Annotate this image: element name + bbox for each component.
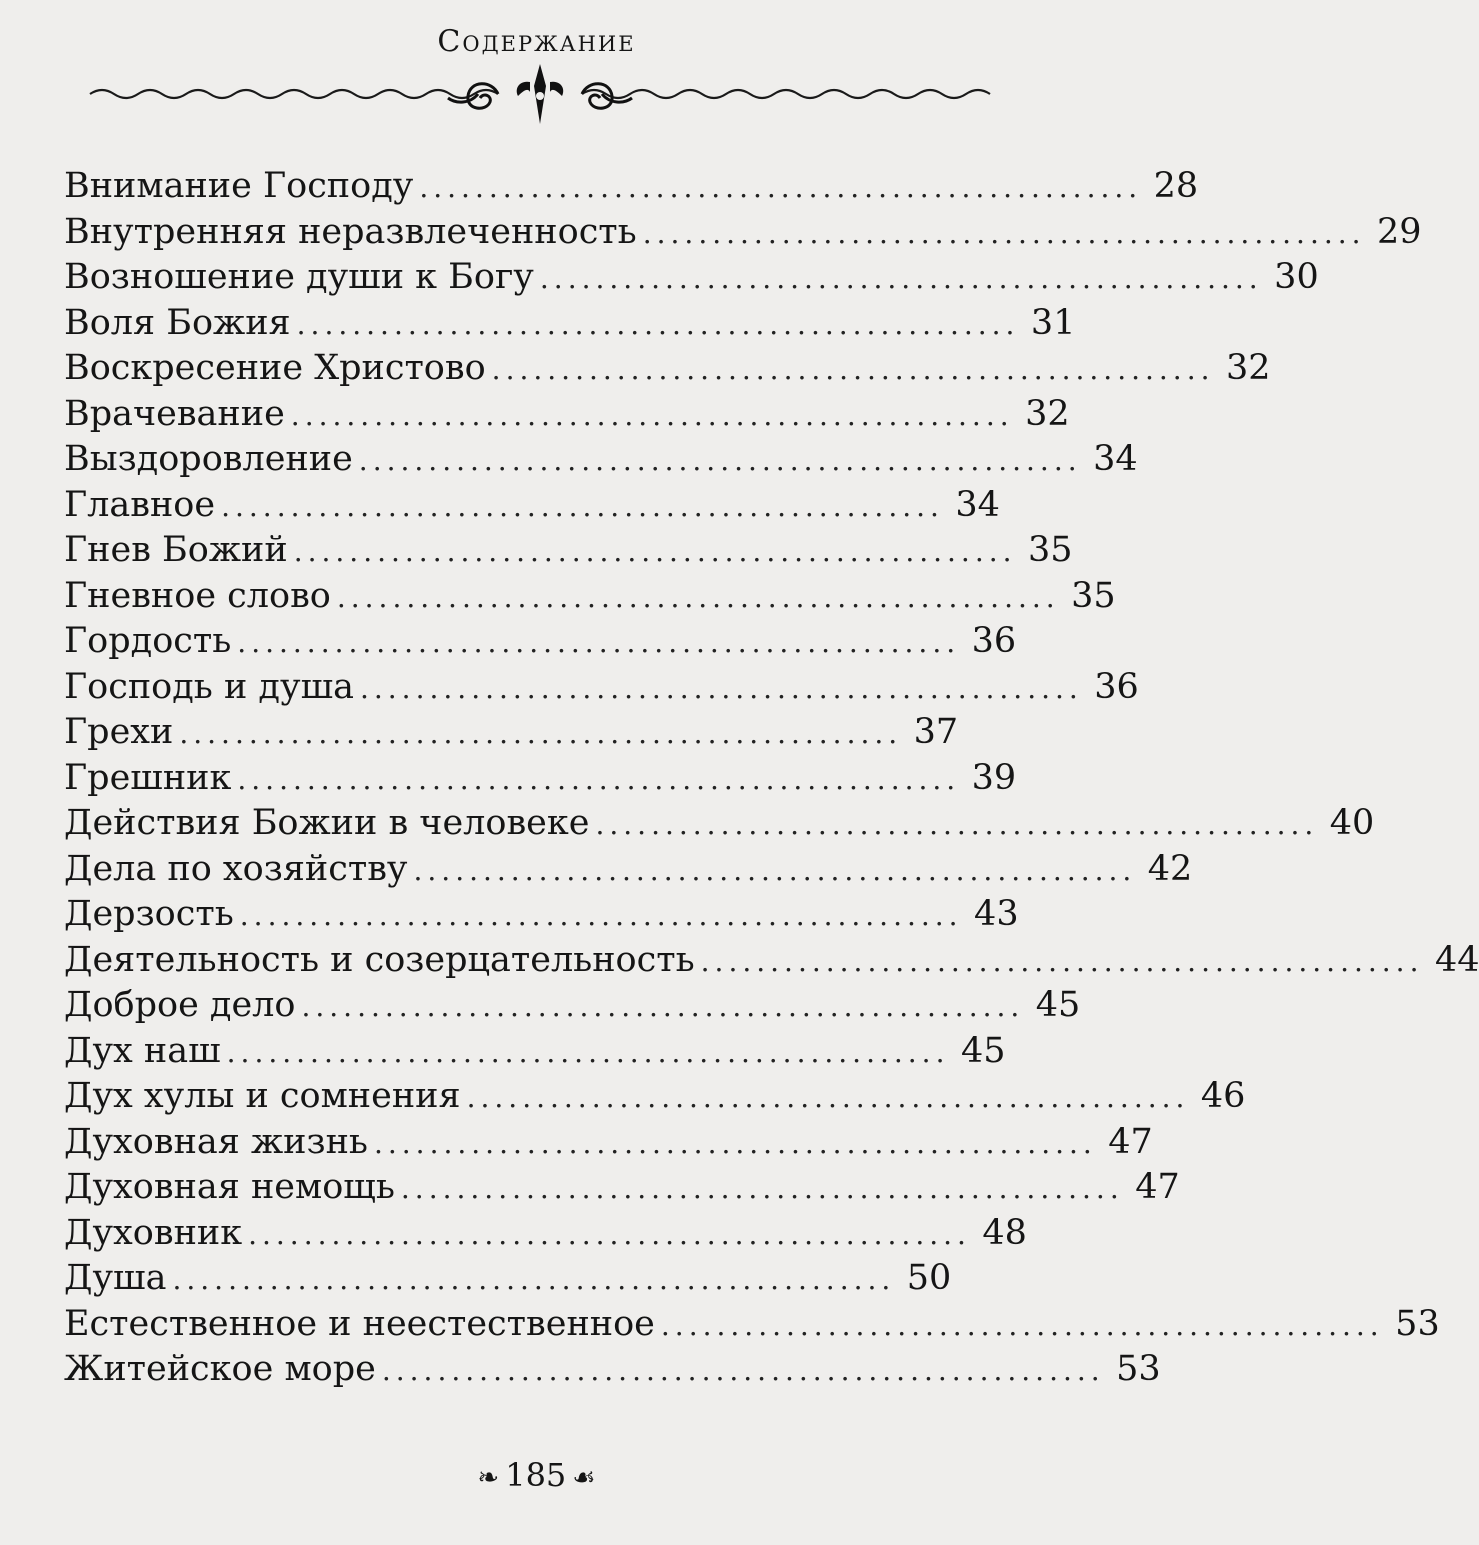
toc-entry: [64, 1302, 1440, 1348]
toc-entry: [64, 847, 1193, 893]
toc-entry: [64, 1074, 1246, 1120]
toc-entry: [64, 1256, 952, 1302]
toc-entry-title: Дела по хозяйству: [64, 848, 408, 889]
toc-entry-title: Дерзость: [64, 894, 234, 934]
toc-leader-dots: ....................................................: [491, 353, 1215, 386]
toc-leader-dots: ....................................................: [400, 1172, 1124, 1205]
toc-entry-title: Дух хулы и сомнения: [64, 1076, 461, 1116]
toc-entry-title: Дух наш: [64, 1030, 221, 1071]
toc-entry: [64, 938, 1479, 984]
footer-ornament-right-icon: ☙: [572, 1462, 596, 1493]
toc-leader-dots: ....................................................: [172, 1263, 896, 1296]
toc-leader-dots: ....................................................: [248, 1217, 971, 1251]
toc-entry-page: 34: [1093, 439, 1138, 479]
toc-entry-page: 53: [1395, 1303, 1440, 1344]
toc-entry: [64, 437, 1138, 483]
toc-entry-page: 45: [960, 1030, 1006, 1071]
toc-entry-title: Главное: [64, 484, 216, 525]
toc-leader-dots: ....................................................: [466, 1081, 1190, 1114]
toc-entry: [64, 665, 1139, 711]
toc-entry-title: Естественное и неестественное: [64, 1303, 655, 1344]
page-footer: [0, 1456, 1073, 1494]
toc-entry-page: 28: [1153, 166, 1199, 206]
toc-leader-dots: ....................................................: [595, 808, 1319, 841]
toc-entry-page: 36: [1094, 666, 1139, 707]
toc-entry-title: Духовник: [64, 1212, 243, 1253]
toc-entry: [64, 892, 1019, 938]
toc-entry: [64, 483, 1000, 529]
toc-entry-page: 35: [1071, 575, 1116, 616]
toc-leader-dots: ....................................................: [226, 1035, 950, 1069]
toc-entry: [64, 346, 1271, 392]
toc-entry: [64, 756, 1017, 802]
toc-entry-title: Духовная жизнь: [64, 1121, 368, 1162]
toc-entry-page: 44: [1434, 939, 1479, 980]
toc-entry-title: Воля Божия: [64, 302, 291, 343]
toc-leader-dots: ....................................................: [237, 762, 961, 796]
toc-entry-page: 46: [1200, 1076, 1246, 1116]
toc-entry: [64, 1165, 1180, 1211]
toc-entry-title: Внутренняя неразвлеченность: [64, 211, 637, 252]
toc-entry-title: Воскресение Христово: [64, 348, 486, 388]
footer-ornament-left-icon: ❧: [477, 1462, 500, 1493]
toc-entry-title: Врачевание: [64, 393, 285, 434]
toc-entry-title: Духовная немощь: [64, 1167, 395, 1207]
toc-entry: [64, 210, 1422, 256]
toc-leader-dots: ....................................................: [290, 398, 1014, 432]
toc-entry: [64, 1029, 1006, 1075]
toc-entry-page: 31: [1030, 302, 1076, 343]
toc-leader-dots: ....................................................: [419, 171, 1143, 204]
toc-leader-dots: ....................................................: [373, 1126, 1097, 1160]
toc-entry: [64, 301, 1076, 347]
toc-entry-page: 32: [1025, 393, 1070, 434]
toc-entry-page: 36: [971, 621, 1017, 661]
toc-entry-title: Грешник: [64, 757, 232, 798]
toc-entry: [64, 574, 1116, 620]
toc-leader-dots: ....................................................: [381, 1354, 1105, 1387]
toc-entry-title: Житейское море: [64, 1349, 376, 1389]
toc-entry: [64, 164, 1199, 210]
toc-entry-page: 39: [971, 757, 1017, 798]
toc-entry-page: 40: [1329, 803, 1375, 843]
toc-entry: [64, 528, 1073, 574]
toc-leader-dots: ....................................................: [296, 307, 1020, 341]
toc-entry-page: 34: [955, 484, 1000, 525]
toc-leader-dots: ....................................................: [358, 444, 1082, 477]
toc-entry-page: 30: [1274, 257, 1319, 297]
page-header-title: Содержание: [437, 24, 636, 59]
toc-entry-title: Выздоровление: [64, 439, 353, 479]
toc-entry: [64, 255, 1319, 301]
table-of-contents: [64, 164, 1479, 1393]
toc-entry-title: Грехи: [64, 712, 174, 752]
toc-entry-title: Деятельность и созерцательность: [64, 939, 695, 980]
toc-entry: [64, 1347, 1161, 1393]
toc-leader-dots: ....................................................: [359, 671, 1083, 705]
toc-leader-dots: ....................................................: [293, 535, 1017, 568]
toc-entry-page: 47: [1108, 1121, 1153, 1162]
toc-entry: [64, 1211, 1027, 1257]
toc-leader-dots: ....................................................: [642, 216, 1366, 250]
toc-entry-title: Действия Божии в человеке: [64, 803, 590, 843]
toc-leader-dots: ....................................................: [239, 899, 963, 932]
toc-entry: [64, 983, 1081, 1029]
toc-entry: [64, 392, 1070, 438]
toc-leader-dots: ....................................................: [336, 580, 1060, 614]
toc-entry-page: 32: [1225, 348, 1271, 388]
toc-entry-page: 50: [906, 1258, 952, 1298]
toc-entry-page: 45: [1035, 985, 1081, 1025]
toc-entry-title: Гнев Божий: [64, 530, 288, 570]
toc-leader-dots: ....................................................: [700, 944, 1424, 978]
toc-entry-title: Доброе дело: [64, 985, 296, 1025]
toc-leader-dots: ....................................................: [237, 626, 961, 659]
toc-entry-title: Гордость: [64, 621, 232, 661]
toc-leader-dots: ....................................................: [221, 489, 944, 523]
toc-leader-dots: ....................................................: [413, 853, 1137, 887]
toc-entry-page: 35: [1027, 530, 1073, 570]
toc-leader-dots: ....................................................: [301, 990, 1025, 1023]
toc-leader-dots: ....................................................: [539, 262, 1263, 295]
toc-entry: [64, 1120, 1153, 1166]
toc-entry-page: 53: [1116, 1349, 1161, 1389]
toc-entry-title: Душа: [64, 1258, 167, 1298]
toc-entry-page: 42: [1147, 848, 1193, 889]
toc-entry-page: 29: [1377, 211, 1422, 252]
toc-entry-page: 43: [974, 894, 1019, 934]
toc-leader-dots: ....................................................: [660, 1308, 1384, 1342]
toc-entry-title: Возношение души к Богу: [64, 257, 534, 297]
toc-entry-page: 37: [913, 712, 959, 752]
toc-entry: [64, 619, 1017, 665]
toc-entry-title: Господь и душа: [64, 666, 354, 707]
toc-entry: [64, 801, 1375, 847]
toc-entry: [64, 710, 959, 756]
toc-entry-page: 47: [1135, 1167, 1180, 1207]
page-number: 185: [505, 1456, 567, 1494]
toc-entry-title: Гневное слово: [64, 575, 331, 616]
toc-entry-page: 48: [982, 1212, 1027, 1253]
toc-entry-title: Внимание Господу: [64, 166, 414, 206]
ornament-divider-icon: [90, 62, 990, 132]
toc-leader-dots: ....................................................: [179, 717, 903, 750]
